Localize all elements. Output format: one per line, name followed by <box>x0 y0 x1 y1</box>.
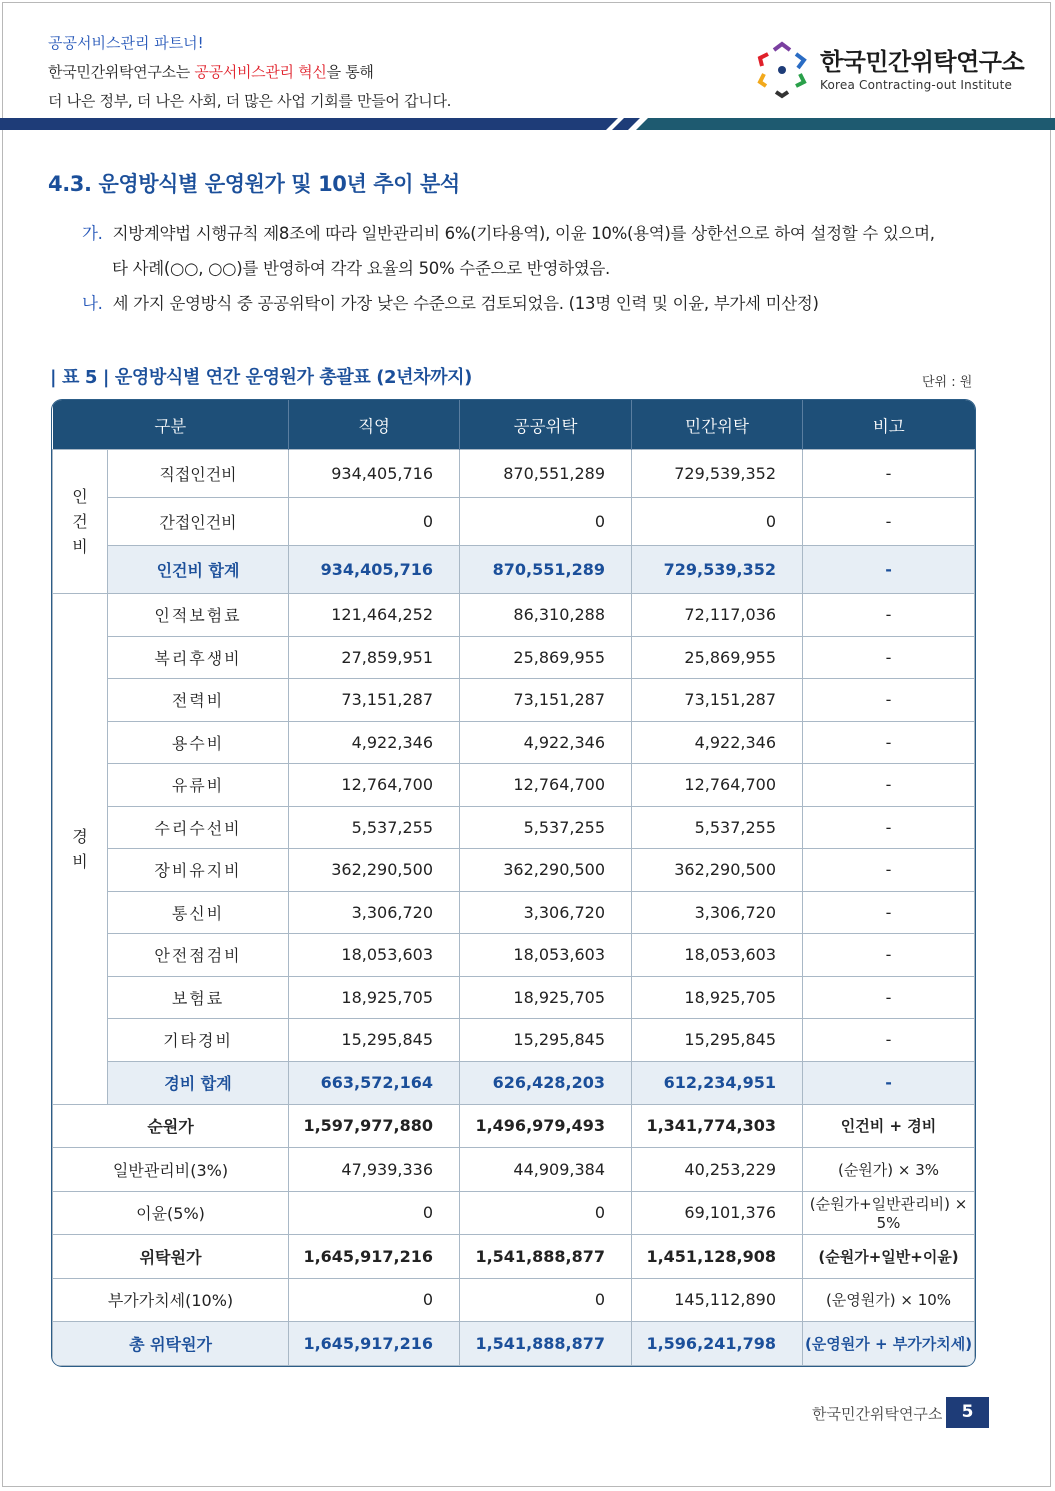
cell-remark: - <box>803 976 975 1019</box>
header-line-2 <box>48 61 451 82</box>
header-line-3: 더 나은 정부, 더 나은 사회, 더 많은 사업 기회를 만들어 갑니다. <box>48 92 452 110</box>
cell-public-contract: 12,764,700 <box>460 764 632 807</box>
institute-logo <box>752 40 1024 100</box>
row-label: 용수비 <box>108 721 289 764</box>
cell-direct: 15,295,845 <box>289 1019 460 1062</box>
cell-remark: - <box>803 849 975 892</box>
row-label: 유류비 <box>108 764 289 807</box>
row-label: 이윤(5%) <box>53 1191 289 1235</box>
cell-public-contract: 4,922,346 <box>460 721 632 764</box>
cell-remark: - <box>803 1019 975 1062</box>
expense-subtotal-row <box>53 1061 975 1104</box>
cell-remark: - <box>803 721 975 764</box>
cell-direct: 1,597,977,880 <box>289 1104 460 1148</box>
cell-direct: 934,405,716 <box>289 546 460 594</box>
cell-public-contract: 1,541,888,877 <box>460 1235 632 1279</box>
cell-public-contract: 0 <box>460 1278 632 1322</box>
group-label-labor <box>53 450 108 594</box>
logo-text <box>820 48 1024 92</box>
table-row <box>53 764 975 807</box>
cell-private-contract: 40,253,229 <box>632 1148 803 1192</box>
cell-public-contract: 0 <box>460 1191 632 1235</box>
cell-direct: 18,925,705 <box>289 976 460 1019</box>
cell-remark: - <box>803 891 975 934</box>
cell-private-contract: 3,306,720 <box>632 891 803 934</box>
cell-private-contract: 362,290,500 <box>632 849 803 892</box>
cell-remark: - <box>803 636 975 679</box>
cell-private-contract: 25,869,955 <box>632 636 803 679</box>
cell-private-contract: 145,112,890 <box>632 1278 803 1322</box>
cell-public-contract: 0 <box>460 498 632 546</box>
cell-remark: (순원가) × 3% <box>803 1148 975 1192</box>
cell-direct: 4,922,346 <box>289 721 460 764</box>
cell-remark: (운영원가) × 10% <box>803 1278 975 1322</box>
cell-remark: - <box>803 546 975 594</box>
cell-remark: - <box>803 679 975 722</box>
cell-private-contract: 729,539,352 <box>632 450 803 498</box>
cell-public-contract: 362,290,500 <box>460 849 632 892</box>
cell-private-contract: 72,117,036 <box>632 594 803 637</box>
row-label: 경비 합계 <box>108 1061 289 1104</box>
cell-public-contract: 626,428,203 <box>460 1061 632 1104</box>
cell-direct: 47,939,336 <box>289 1148 460 1192</box>
logo-name-korean: 한국민간위탁연구소 <box>820 48 1025 76</box>
table-row <box>53 891 975 934</box>
cell-private-contract: 1,341,774,303 <box>632 1104 803 1148</box>
row-label: 간접인건비 <box>108 498 289 546</box>
table-row <box>53 679 975 722</box>
cell-direct: 18,053,603 <box>289 934 460 977</box>
cell-public-contract: 3,306,720 <box>460 891 632 934</box>
cell-direct: 362,290,500 <box>289 849 460 892</box>
table-row <box>53 934 975 977</box>
cell-remark: - <box>803 450 975 498</box>
row-label: 수리수선비 <box>108 806 289 849</box>
institute-logo-icon <box>752 40 812 100</box>
grand-total-row <box>53 1322 975 1366</box>
summary-row <box>53 1148 975 1192</box>
cell-public-contract: 73,151,287 <box>460 679 632 722</box>
row-label: 전력비 <box>108 679 289 722</box>
header-line-2-before: 한국민간위탁연구소는 <box>48 63 195 81</box>
header-highlight: 공공서비스관리 혁신 <box>194 63 327 81</box>
table-row <box>53 721 975 764</box>
header-divider-stripe <box>0 118 1055 130</box>
header-remarks: 비고 <box>803 400 975 450</box>
cell-public-contract: 18,053,603 <box>460 934 632 977</box>
cell-private-contract: 612,234,951 <box>632 1061 803 1104</box>
paragraph-2 <box>82 290 819 314</box>
table-row <box>53 636 975 679</box>
table-header-row <box>53 400 975 450</box>
header-private-contract: 민간위탁 <box>632 400 803 450</box>
cell-direct: 1,645,917,216 <box>289 1235 460 1279</box>
cell-public-contract: 86,310,288 <box>460 594 632 637</box>
footer-org-name: 한국민간위탁연구소 <box>812 1405 943 1423</box>
group-label-char: 비 <box>72 537 88 556</box>
group-label-char: 인 <box>72 487 88 506</box>
table-row <box>53 976 975 1019</box>
table-row <box>53 1019 975 1062</box>
table-row <box>53 498 975 546</box>
cell-private-contract: 1,451,128,908 <box>632 1235 803 1279</box>
table-title: | 표 5 | 운영방식별 연간 운영원가 총괄표 (2년차까지) <box>50 367 472 388</box>
summary-row <box>53 1278 975 1322</box>
row-label: 통신비 <box>108 891 289 934</box>
summary-row <box>53 1104 975 1148</box>
header-direct: 직영 <box>289 400 460 450</box>
page-number: 5 <box>946 1397 989 1428</box>
paragraph-2-text: 세 가지 운영방식 중 공공위탁이 가장 낮은 수준으로 검토되었음. (13명 인력 및 이윤, 부가세 미산정) <box>112 294 819 313</box>
cell-public-contract: 870,551,289 <box>460 450 632 498</box>
cell-private-contract: 18,925,705 <box>632 976 803 1019</box>
summary-row <box>53 1235 975 1279</box>
paragraph-1-line-2: 타 사례(○○, ○○)를 반영하여 각각 요율의 50% 수준으로 반영하였음. <box>112 259 610 278</box>
table-unit: 단위 : 원 <box>922 375 973 390</box>
table-row <box>53 594 975 637</box>
row-label: 인건비 합계 <box>108 546 289 594</box>
row-label: 기타경비 <box>108 1019 289 1062</box>
cell-private-contract: 1,596,241,798 <box>632 1322 803 1366</box>
header-tagline: 공공서비스관리 파트너! <box>48 34 204 52</box>
cell-direct: 663,572,164 <box>289 1061 460 1104</box>
row-label: 보험료 <box>108 976 289 1019</box>
cell-private-contract: 0 <box>632 498 803 546</box>
cell-remark: - <box>803 594 975 637</box>
header-public-contract: 공공위탁 <box>460 400 632 450</box>
cell-public-contract: 15,295,845 <box>460 1019 632 1062</box>
cell-direct: 1,645,917,216 <box>289 1322 460 1366</box>
summary-row <box>53 1191 975 1235</box>
cell-direct: 12,764,700 <box>289 764 460 807</box>
cell-remark: - <box>803 498 975 546</box>
paragraph-1-text: 지방계약법 시행규칙 제8조에 따라 일반관리비 6%(기타용역), 이윤 10%(용역)를 상한선으로 하여 설정할 수 있으며, <box>112 224 935 243</box>
table-row <box>53 849 975 892</box>
group-label-expense <box>53 594 108 1105</box>
cell-direct: 121,464,252 <box>289 594 460 637</box>
cell-remark: - <box>803 806 975 849</box>
cell-direct: 73,151,287 <box>289 679 460 722</box>
cell-remark: (순원가+일반관리비) × 5% <box>803 1191 975 1235</box>
cell-remark: - <box>803 934 975 977</box>
paragraph-1-marker: 가. <box>82 224 103 243</box>
cell-direct: 27,859,951 <box>289 636 460 679</box>
table-row <box>53 806 975 849</box>
row-label: 장비유지비 <box>108 849 289 892</box>
logo-name-english: Korea Contracting-out Institute <box>820 78 1013 92</box>
cell-public-contract: 5,537,255 <box>460 806 632 849</box>
cell-private-contract: 12,764,700 <box>632 764 803 807</box>
cell-public-contract: 1,496,979,493 <box>460 1104 632 1148</box>
cell-public-contract: 1,541,888,877 <box>460 1322 632 1366</box>
cell-private-contract: 73,151,287 <box>632 679 803 722</box>
cell-remark: (운영원가 + 부가가치세) <box>803 1322 975 1366</box>
row-label: 인적보험료 <box>108 594 289 637</box>
header-category: 구분 <box>53 400 289 450</box>
cell-public-contract: 870,551,289 <box>460 546 632 594</box>
group-label-char: 경 <box>72 826 88 846</box>
cell-private-contract: 69,101,376 <box>632 1191 803 1235</box>
cell-private-contract: 5,537,255 <box>632 806 803 849</box>
cell-direct: 0 <box>289 498 460 546</box>
table-body <box>53 450 975 1366</box>
paragraph-1-line-1 <box>82 220 935 244</box>
row-label: 직접인건비 <box>108 450 289 498</box>
cost-summary-table <box>52 400 975 1366</box>
row-label: 안전점검비 <box>108 934 289 977</box>
cell-direct: 0 <box>289 1191 460 1235</box>
row-label: 일반관리비(3%) <box>53 1148 289 1192</box>
cell-direct: 934,405,716 <box>289 450 460 498</box>
row-label: 순원가 <box>53 1104 289 1148</box>
cell-public-contract: 18,925,705 <box>460 976 632 1019</box>
cell-direct: 3,306,720 <box>289 891 460 934</box>
paragraph-2-marker: 나. <box>82 294 103 313</box>
labor-subtotal-row <box>53 546 975 594</box>
cell-direct: 5,537,255 <box>289 806 460 849</box>
row-label: 총 위탁원가 <box>53 1322 289 1366</box>
cell-public-contract: 44,909,384 <box>460 1148 632 1192</box>
header-line-2-after: 을 통해 <box>326 63 374 81</box>
cell-private-contract: 729,539,352 <box>632 546 803 594</box>
row-label: 복리후생비 <box>108 636 289 679</box>
group-label-char: 비 <box>72 851 88 871</box>
row-label: 부가가치세(10%) <box>53 1278 289 1322</box>
cell-private-contract: 18,053,603 <box>632 934 803 977</box>
section-title: 4.3. 운영방식별 운영원가 및 10년 추이 분석 <box>48 172 460 196</box>
row-label: 위탁원가 <box>53 1235 289 1279</box>
header-text <box>48 30 451 119</box>
cell-remark: - <box>803 1061 975 1104</box>
cell-remark: (순원가+일반+이윤) <box>803 1235 975 1279</box>
group-label-char: 건 <box>72 512 88 531</box>
cell-public-contract: 25,869,955 <box>460 636 632 679</box>
table-row <box>53 450 975 498</box>
cell-remark: - <box>803 764 975 807</box>
cell-private-contract: 4,922,346 <box>632 721 803 764</box>
cell-private-contract: 15,295,845 <box>632 1019 803 1062</box>
cell-remark: 인건비 + 경비 <box>803 1104 975 1148</box>
cell-direct: 0 <box>289 1278 460 1322</box>
